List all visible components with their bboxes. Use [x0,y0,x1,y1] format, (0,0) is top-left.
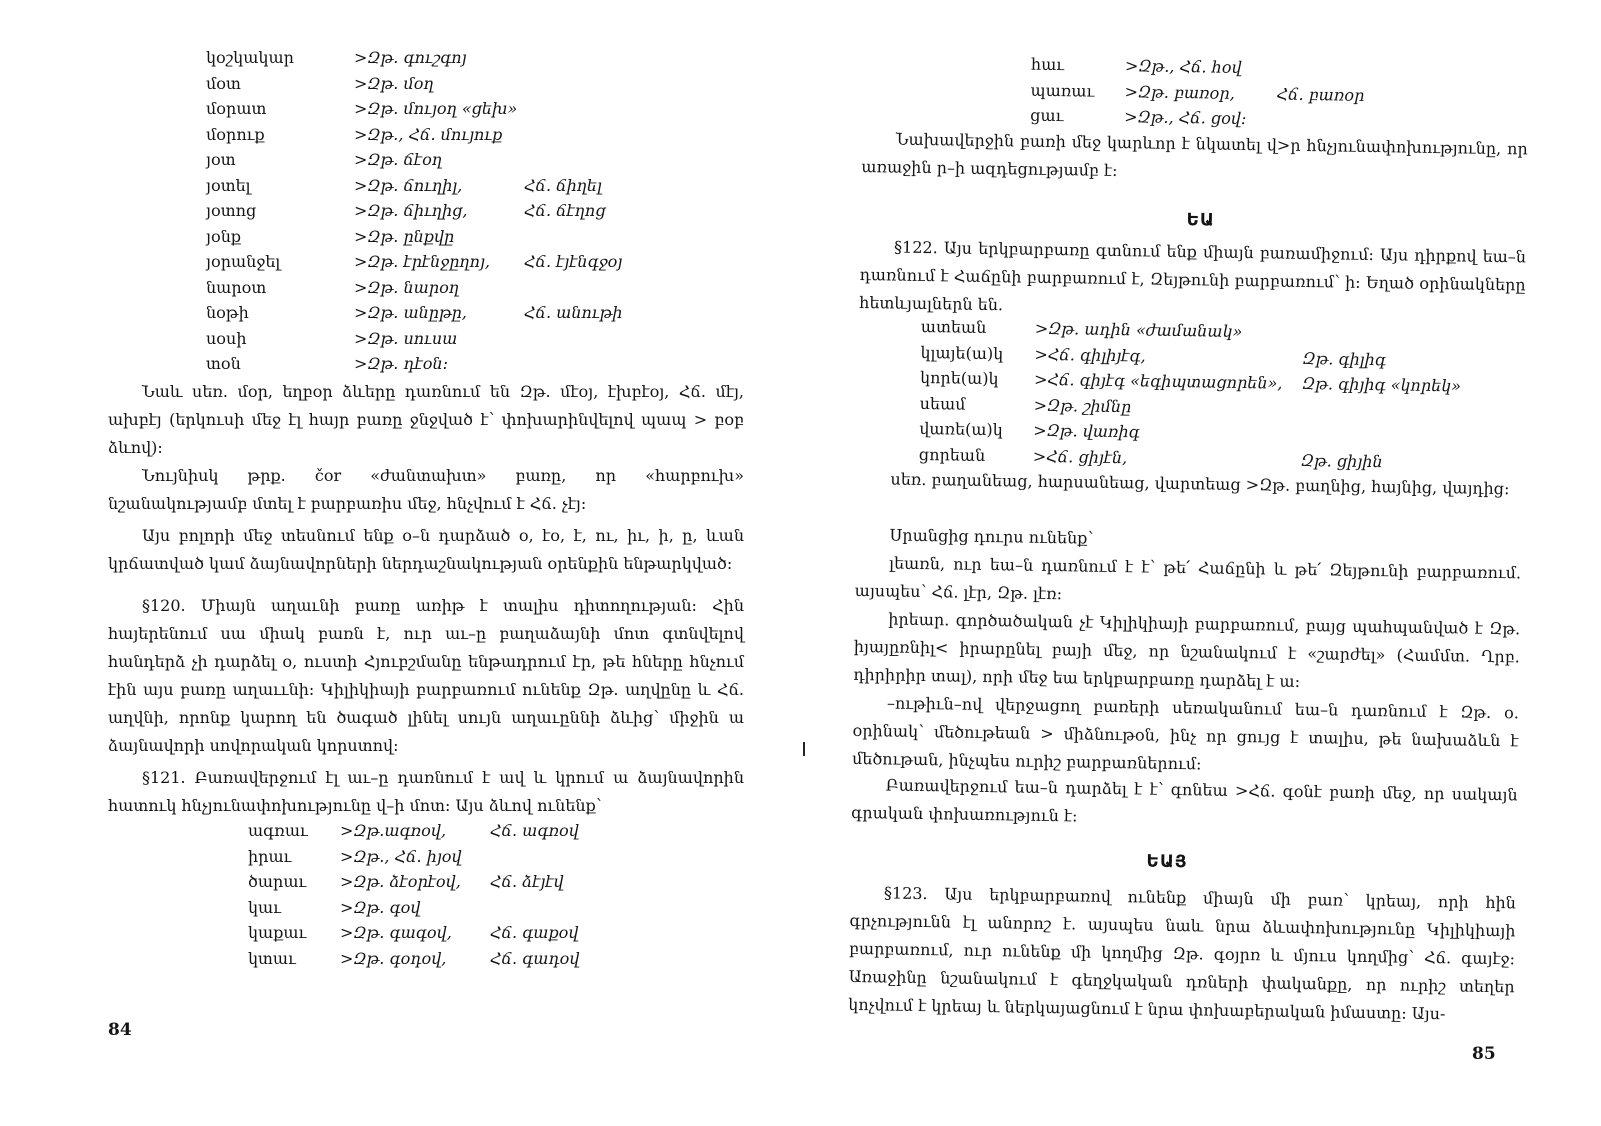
dialect-form-alt: Հճ. ճիղել [524,175,602,195]
word-list-row [248,946,690,972]
dialect-form-alt: Հճ. անութի [524,303,623,322]
dialect-form: >Զթ. ճէօղ [354,150,442,169]
paragraph: Բառավերջում եա–ն դարձել է է՝ գոնեա >Հճ. գօնէ բառի մեջ, որ սակայն գրական փոխառություն է: [851,775,1518,826]
paragraph: §122. Այս երկբարբառը գտնում ենք միայն բառամիջում: Այս դիրքով եա–ն դառնում է Հաճընի բարբառում է, Զեյթունի բարբառում՝ ի: Եղած օրինակները հետևյալներն են. [859,237,1527,315]
dialect-form-alt: Հճ. ձէյէվ [490,872,564,891]
paragraph: Այս բոլորի մեջ տեսնում ենք օ–ն դարձած օ, էօ, է, ու, իւ, ի, ը, ևան կրճատված կամ ձայնավորների ներդաշնակության օրենքին ենթարկված: [108,526,744,573]
dialect-form: >Զթ., Հճ. մույուք [354,124,503,144]
headword: կորե(ա)կ [919,367,999,389]
dialect-form: >Զթ. էրէնջըղոյ, [354,252,490,271]
dialect-form: >Զթ.ագռօվ, [340,821,447,840]
dialect-form: >Զթ., Հճ. հօվ [1124,56,1242,77]
dialect-form-alt: Հճ. գաքօվ [490,923,579,942]
dialect-form-alt: Զթ. ցիյին [1300,450,1383,471]
headword: յօտ [206,150,236,169]
headword: ցաւ [1030,105,1064,126]
paragraph: §123. Այս երկբարբառով ունենք միայն մի բառ՝ կրեայ, որի հին գրչությունն էլ անորոշ է. այսպես նաև նրա ձևափոխությունը Կիլիկիայի բարբառում, ուր ունենք մի կողմից Զթ. գօյրռ և մյուս կողմից՝ Հճ. գայէջ: Առաջինը նշանակում է գեղջկական դռների փականքը, որ ուրիշ տեղեր կոչվում է կրեայ և ներկայացնում է նրա փոխաբերական իմաստը: Այս- [848,883,1517,1024]
dialect-form: >Զթ. մօղ [354,73,434,93]
headword: պառաւ [1030,80,1095,101]
headword: սեամ [919,393,966,414]
dialect-form-alt [524,96,724,122]
word-list-row [248,869,690,895]
headword: հաւ [1030,54,1065,75]
dialect-form-alt [1301,422,1531,451]
word-list-row [206,122,724,148]
dialect-form: >Զթ. վառիգ [1033,420,1140,442]
paragraph: §120. Միայն աղաւնի բառը առիթ է տալիս դիտողության: Հին հայերենում սա միակ բառն է, ուր աւ–ը բաղաձայնի մոտ գտնվելով հանդերձ չի դարձել օ, ուստի Հյուբշմանը ենթադրում էր, թե հները հնչում էին այս բառը աղաււնի: Կիլիկիայի բարբառում ունենք Զթ. աղվընը և Հճ. աղվնի, որոնք կարող են ծագած լինել սույն աղաւըննի ձևից՝ միջին ա ձայնավորի սովորական կորստով: [108,596,744,755]
word-list [1030,52,1477,135]
section-heading: ԵԱ [1186,210,1215,231]
headword: մօրատ [206,99,267,118]
dialect-form: >Զթ. դէօն: [354,354,449,373]
page-number: 85 [1472,1044,1496,1064]
dialect-form: >Զթ. անըթը, [354,303,467,322]
paragraph: լեառն, ուր եա–ն դառնում է է՝ թե՛ Հաճընի և թե՛ Զեյթունի բարբառում. այսպես՝ Հճ. լէր, Զթ. լէռ: [854,553,1522,604]
headword: իրաւ [248,846,292,866]
paragraph: սեռ. բաղանեաց, հարսանեաց, վարտեաց >Զթ. բաղնից, հայնից, վայդից: [890,469,1510,499]
headword: ատեան [920,316,987,337]
headword: յօտոց [206,201,257,220]
word-list [919,314,1533,477]
dialect-form: >Զթ. մույօղ «ցեխ» [354,99,518,118]
dialect-form-alt [1301,396,1531,425]
dialect-form: >Զթ. ադին «ժամանակ» [1034,318,1243,341]
headword: նարօտ [206,277,267,297]
dialect-form: >Զթ. ընքվը [354,226,455,246]
dialect-form-alt [1303,320,1533,349]
dialect-form-alt [1277,56,1477,85]
word-list-row [206,224,724,250]
dialect-form-alt [524,45,724,71]
right-page [800,0,1601,1114]
paragraph: Նաև սեռ. մօր, եղբօր ձևերը դառնում են Զթ. մէօյ, էխբէօյ, Հճ. մէյ, ախբէյ (երկուսի մեջ էլ հայր բառը ջնջված է՝ փոխարինվելով պապ > բօբ ձևով): [108,382,744,457]
paragraph: Նախավերջին բառի մեջ կարևոր է նկատել վ>ր հնչյունափոխությունը, որ առաջին ր–ի ազդեցությամբ է: [861,129,1528,181]
paragraph: –ութիւն–ով վերջացող բառերի սեռականում եա–ն դառնում է Զթ. օ. օրինակ՝ մեծութեան > միձնութօն, ինչ որ ցույց է տալիս, թե նախաձևն է մեծութան, ինչպես ուրիշ բարբառներում: [851,693,1520,774]
dialect-form-alt [524,147,724,173]
dialect-form-alt [524,224,724,250]
paragraph: իրեար. գործածական չէ Կիլիկիայի բարբառում, բայց պահպանված է Զթ. իյայըռնիլ< իրարընել բայի մեջ, որ նշանակում է «շարժել» (Համմտ. Ղրբ. դիրիրիր տալ), որի մեջ եա երկբարբառը դարձել է ա: [853,609,1521,691]
word-list-row [248,818,690,844]
dialect-form: >Հճ. ցիյէն, [1032,446,1128,467]
dialect-form-alt: Հճ. բառօր [1276,83,1365,105]
headword: կլայե(ա)կ [920,342,1004,363]
dialect-form: >Զթ. շիմնը [1033,395,1132,416]
word-list-row [206,275,724,301]
dialect-form-alt [524,122,724,148]
headword: յօնք [206,226,242,246]
dialect-form: >Զթ. գօդօվ, [340,948,447,968]
headword: սօսի [206,328,247,348]
dialect-form: >Հճ. գիյէգ «եգիպտացորեն», [1033,369,1283,393]
paragraph: Նույնիսկ թրք. čor «ժանտախտ» բառը, որ «հարբուխ» նշանակությամբ մտել է բարբառիս մեջ, հնչվում է Հճ. չէյ: [108,466,744,513]
headword: կաքաւ [248,923,307,942]
headword: վառե(ա)կ [919,418,1003,440]
dialect-form: >Զթ. ճուղիլ, [354,175,463,195]
word-list-row [206,249,724,275]
headword: յօրանջել [206,252,281,271]
word-list [206,45,724,377]
dialect-form-alt: Հճ. էյէնգջօյ [524,252,623,271]
paragraph: §121. Բառավերջում էլ աւ–ը դառնում է ավ և կրում ա ձայնավորին հատուկ հնչյունափոխությունը վ–ի մոտ: Այս ձևով ունենք՝ [108,768,744,815]
dialect-form: >Զթ., Հճ. իյօվ [340,846,462,866]
dialect-form-alt: Հճ. ագռօվ [490,821,579,840]
word-list-row [206,300,724,326]
dialect-form-alt [524,351,724,377]
dialect-form: >Հճ. գիլիյէգ, [1034,344,1146,365]
dialect-form-alt: Հճ. ճէղոց [524,201,606,220]
dialect-form-alt [524,71,724,97]
headword: ծարաւ [248,872,307,891]
dialect-form-alt: Զթ. գիյիգ «կորեկ» [1301,373,1462,396]
dialect-form-alt: Զթ. գիլիգ [1302,348,1387,369]
dialect-form: >Զթ. նարօղ [354,277,460,297]
word-list-row [206,326,724,352]
headword: կաւ [248,897,281,917]
dialect-form-alt [524,275,724,301]
headword: ագռաւ [248,821,308,840]
word-list [248,818,690,971]
headword: մօրուք [206,124,265,144]
word-list-row [206,147,724,173]
dialect-form-alt [524,326,724,352]
dialect-form: >Զթ. ձէօրէօվ, [340,872,461,891]
headword: տօն [206,354,241,373]
dialect-form: >Զթ. սուսա [354,328,458,348]
headword: նօթի [206,303,249,322]
word-list-row [248,844,690,870]
dialect-form-alt [490,844,690,870]
headword: կտաւ [248,948,296,968]
word-list-row [206,173,724,199]
dialect-form-alt: Հճ. գադօվ [490,948,580,968]
dialect-form: >Զթ. ճիւղից, [354,201,468,220]
paragraph: Սրանցից դուրս ունենք՝ [889,525,1094,548]
section-heading: ԵԱՅ [1146,851,1188,873]
dialect-form: >Զթ. բառօր, [1124,81,1235,103]
headword: ցորեան [918,444,986,465]
dialect-form-alt [1276,106,1476,135]
headword: մօտ [206,73,241,93]
word-list-row [248,895,690,921]
dialect-form: >Զթ. գուշգոյ [354,48,467,67]
dialect-form: >Զթ. գագօվ, [340,923,452,942]
word-list-row [206,71,724,97]
word-list-row [248,920,690,946]
left-page [0,0,800,1114]
word-list-row [206,45,724,71]
page-number: 84 [108,1020,132,1040]
dialect-form: >Զթ., Հճ. ցօվ: [1124,107,1247,129]
word-list-row [206,351,724,377]
headword: կօշկակար [206,48,294,67]
headword: յօտել [206,175,251,195]
dialect-form: >Զթ. գօվ [340,897,421,917]
word-list-row [206,96,724,122]
word-list-row [206,198,724,224]
dialect-form-alt [490,895,690,921]
